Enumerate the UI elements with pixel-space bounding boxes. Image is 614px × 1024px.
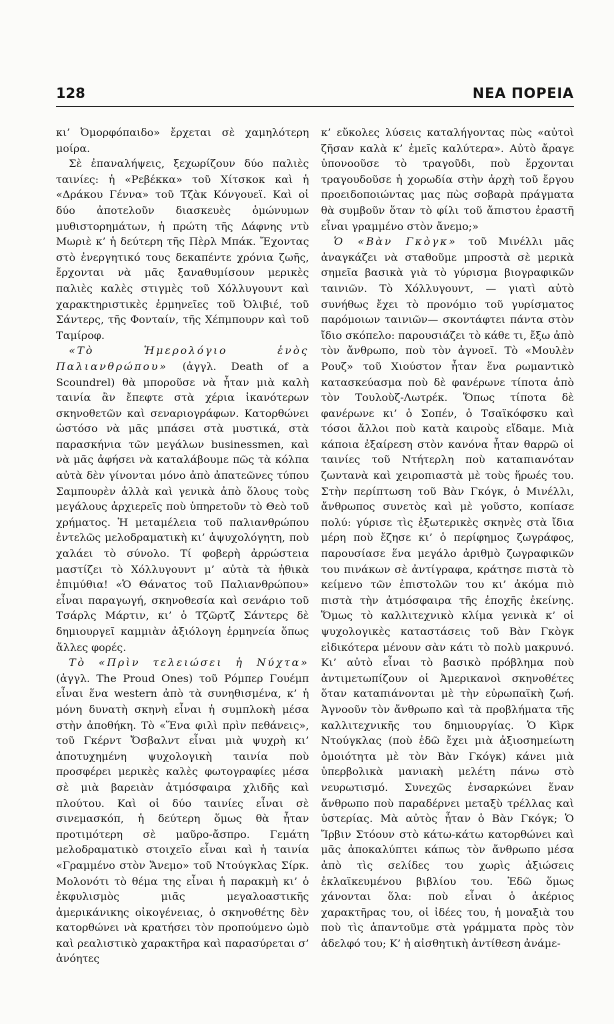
paragraph: [321, 235, 574, 952]
paragraph-text: (ἀγγλ. Death of a Scoundrel) θὰ μποροῦσε νὰ ἦταν μιὰ καλὴ ταινία ἂν ἔπεφτε στὰ χέρια ἱκανότερων σκηνοθετῶν καὶ σεναριογράφων. Κατορθώνει ὡστόσο νὰ μᾶς μπάσει στὰ μυστικά, στὰ παρασκήνια τῶν μεγάλων businessmen, καὶ νὰ μᾶς ἀφήσει νὰ καταλάβουμε πῶς τὰ κόλπα αὐτὰ δὲν γίνονται μόνο ἀπὸ ἀπατεῶνες τύπου Σαμπουρὲν ἀλλὰ καὶ γενικὰ ἀπὸ ὅλους τοὺς μεγάλους ἀρχιερεῖς ποὺ ὑπηρετοῦν τὸ Θεὸ τοῦ χρήματος. Ἡ μεταμέλεια τοῦ παλιανθρώπου ἐντελῶς μελοδραματικὴ κι’ ἀψυχολόγητη, ποὺ χαλάει τὸ σύνολο. Τί φοβερὴ ἀρρώστεια μαστίζει τὸ Χόλλυγουντ μ’ αὐτὰ τὰ ἠθικὰ ἐπιμύθια! «Ὁ Θάνατος τοῦ Παλιανθρώπου» εἶναι παραγωγή, σκηνοθεσία καὶ σενάριο τοῦ Τσάρλς Μάρτιν, κι’ ὁ Τζῶρτζ Σάντερς δὲ δημιουργεῖ καμμιὰν ἀξιόλογη ἑρμηνεία ὅπως ἄλλες φορές.: [56, 360, 309, 654]
film-title: Ὁ «Βὰν Γκὸγκ»: [333, 236, 458, 249]
article-body: [56, 126, 574, 1000]
magazine-title: ΝΕΑ ΠΟΡΕΙΑ: [472, 86, 574, 102]
right-column: [321, 126, 574, 1000]
paragraph: κι’ Ὀμορφόπαιδο» ἔρχεται σὲ χαμηλότερη μοίρα.: [56, 127, 309, 155]
film-title: Τὸ «Πρὶν τελειώσει ἡ Νύχτα»: [68, 657, 309, 670]
header-divider: [56, 106, 574, 107]
paragraph: Σὲ ἐπαναλήψεις, ξεχωρίζουν δύο παλιὲς ταινίες: ἡ «Ρεβέκκα» τοῦ Χίτσκοκ καὶ ἡ «Δράκου Γέννα» τοῦ Τζὰκ Κόνγουεϊ. Καὶ οἱ δύο ἀποτελοῦν διασκευὲς ὁμώνυμων μυθιστορημάτων, ἡ πρώτη τῆς Δάφνης ντὺ Μωριὲ κ’ ἡ δεύτερη τῆς Πὲρλ Μπάκ. Ἔχοντας στὸ ἐνεργητικό τους δεκαπέντε χρόνια ζωῆς, ἔρχονται νὰ μᾶς ξαναθυμίσουν μερικὲς παλιὲς καλὲς στιγμὲς τοῦ Χόλλυγουντ καὶ χαρακτηριστικὲς ἑρμηνεῖες τοῦ Ὀλιβιέ, τοῦ Σάντερς, τῆς Φονταίν, τῆς Χέπμπουρν καὶ τοῦ Ταμίροφ.: [56, 158, 309, 342]
paragraph-text: τοῦ Μινέλλι μᾶς ἀναγκάζει νὰ σταθοῦμε μπροστὰ σὲ μερικὰ σημεῖα βασικὰ γιὰ τὸ γύρισμα βιογραφικῶν ταινιῶν. Τὸ Χόλλυγουντ, — γιατὶ αὐτὸ συνήθως ἔχει τὸ προνόμιο τοῦ γυρίσματος παρόμοιων ταινιῶν— σκοντάφτει πάντα στὸν ἴδιο σκόπελο: παρουσιάζει τὸ κάθε τι, ἔξω ἀπὸ τὸν ἄνθρωπο, ποὺ τὸν ἀγνοεῖ. Τὸ «Μουλὲν Ρουζ» τοῦ Χιούστον ἦταν ἕνα ρωμαντικὸ κατασκεύασμα ποὺ δὲ φανέρωνε τίποτα ἀπὸ τὸν Τουλοὺζ-Λωτρέκ. Ὅπως τίποτα δὲ φανέρωνε κι’ ὁ Σοπέν, ὁ Τσαϊκόφσκυ καὶ τόσοι ἄλλοι ποὺ κατὰ καιροὺς εἴδαμε. Μιὰ κάποια ἐξαίρεση στὸν κανόνα ἦταν θαρρῶ οἱ ταινίες τοῦ Ντήτερλη ποὺ καταπιανόταν ζωντανὰ καὶ χειροπιαστὰ μὲ τοὺς ἥρωές του. Στὴν περίπτωση τοῦ Βὰν Γκόγκ, ὁ Μινέλλι, ἄνθρωπος συνετὸς καὶ μὲ γοῦστο, κοπίασε πολύ: γύρισε τὶς ἐξωτερικὲς σκηνὲς στὰ ἴδια μέρη ποὺ ἔζησε κι’ ὁ περίφημος ζωγράφος, παρουσίασε ἕνα μεγάλο ἀριθμὸ ζωγραφικῶν του πινάκων σὲ ἀντίγραφα, κράτησε πιστὰ τὸ κείμενο τῶν ἐπιστολῶν του κι’ ἀκόμα πιὸ πιστὰ τὴν ἀτμόσφαιρα τῆς ἐποχῆς ἐκείνης. Ὅμως τὸ καλλιτεχνικὸ κλίμα γενικὰ κ’ οἱ ψυχολογικὲς καταστάσεις τοῦ Βὰν Γκὸγκ εἰδικότερα μένουν σὰν κάτι τὸ πολὺ μακρυνό. Κι’ αὐτὸ εἶναι τὸ βασικὸ πρόβλημα ποὺ ἀντιμετωπίζουν οἱ Ἀμερικανοὶ σκηνοθέτες ὅταν καταπιάνονται μὲ τὴν εὐρωπαϊκὴ ζωή. Ἀγνοοῦν τὸν ἄνθρωπο καὶ τὰ προβλήματα τῆς καλλιτεχνικῆς του δημιουργίας. Ὁ Κὶρκ Ντούγκλας (ποὺ ἐδῶ ἔχει μιὰ ἀξιοσημείωτη ὁμοιότητα μὲ τὸν Βὰν Γκόγκ) κάνει μιὰ ὑπερβολικὰ μανιακὴ μελέτη πάνω στὸ νευρωτισμό. Συνεχῶς ἐνσαρκώνει ἕναν ἄνθρωπο ποὺ παραδέρνει μεταξὺ τρέλλας καὶ ὑστερίας. Μὰ αὐτὸς ἦταν ὁ Βὰν Γκόγκ; Ὁ Ἴρβιν Στόουν στὸ κάτω-κάτω κατορθώνει καὶ μᾶς ἀποκαλύπτει κάπως τὸν ἄνθρωπο μέσα ἀπὸ τὶς σελίδες του χωρὶς ἀξιώσεις ἐκλαϊκευμένου βιβλίου του. Ἐδῶ ὅμως χάνονται ὅλα: ποὺ εἶναι ὁ ἀκέριος χαρακτῆρας του, οἱ ἰδέες του, ἡ μοναξιὰ του ποὺ τὶς ἀπαντοῦμε στὰ γράμματα πρὸς τὸν ἀδελφό του; Κ’ ἡ αἰσθητικὴ ἀντίθεση ἀνάμε-: [321, 236, 574, 950]
paragraph: κ’ εὔκολες λύσεις καταλήγοντας πὼς «αὐτοὶ ζῆσαν καλὰ κ’ ἐμεῖς καλύτερα». Αὐτὸ ἄραγε ὑπονοοῦσε τὸ τραγοῦδι, ποὺ ἔρχονται τραγουδοῦσε ἡ χορωδία στὴν ἀρχὴ τοῦ ἔργου προειδοποιώντας μας πὼς σοβαρὰ πράγματα θὰ συμβοῦν ὅταν τὸ φίλι τοῦ ἄπιστου ἐραστῆ εἶναι γραμμένο στὸν ἄνεμο;»: [321, 127, 574, 233]
paragraph-text: (ἀγγλ. The Proud Ones) τοῦ Ρόμπερ Γουέμπ εἶναι ἕνα western ἀπὸ τὰ συνηθισμένα, κ’ ἡ μόνη δυνατὴ σκηνὴ εἶναι ἡ συμπλοκὴ μέσα στὴν ἀποθήκη. Τὸ «Ἕνα φιλὶ πρὶν πεθάνεις», τοῦ Γκέρντ Ὄσβαλντ εἶναι μιὰ ψυχρὴ κι’ ἀποτυχημένη ψυχολογικὴ ταινία ποὺ προσφέρει μερικὲς καλὲς φωτογραφίες μέσα σὲ μιὰ βαρειὰν ἀτμόσφαιρα χλιδῆς καὶ πλούτου. Καὶ οἱ δύο ταινίες εἶναι σὲ σινεμασκόπ, ἡ δεύτερη ὅμως θὰ ἦταν προτιμότερη σὲ μαῦρο-ἄσπρο. Γεμάτη μελοδραματικὸ στοιχεῖο εἶναι καὶ ἡ ταινία «Γραμμένο στὸν Ἄνεμο» τοῦ Ντούγκλας Σίρκ. Μολονότι τὸ θέμα της εἶναι ἡ παρακμὴ κι’ ὁ ἐκφυλισμὸς μιᾶς μεγαλοαστικῆς ἀμερικάνικης οἰκογένειας, ὁ σκηνοθέτης δὲν κατορθώνει νὰ κρατήσει τὸν προπούμενο ὠμὸ καὶ ρεαλιστικὸ χαρακτῆρα καὶ παρασύρεται σ’ ἀνόητες: [56, 672, 309, 966]
paragraph: [56, 656, 309, 968]
page-number: 128: [56, 86, 86, 102]
page-header: [56, 78, 574, 102]
left-column: [56, 126, 309, 1000]
paragraph: [56, 344, 309, 656]
film-title: «Τὸ Ἡμερολόγιο ἑνὸς Παλιανθρώπου»: [56, 345, 309, 373]
